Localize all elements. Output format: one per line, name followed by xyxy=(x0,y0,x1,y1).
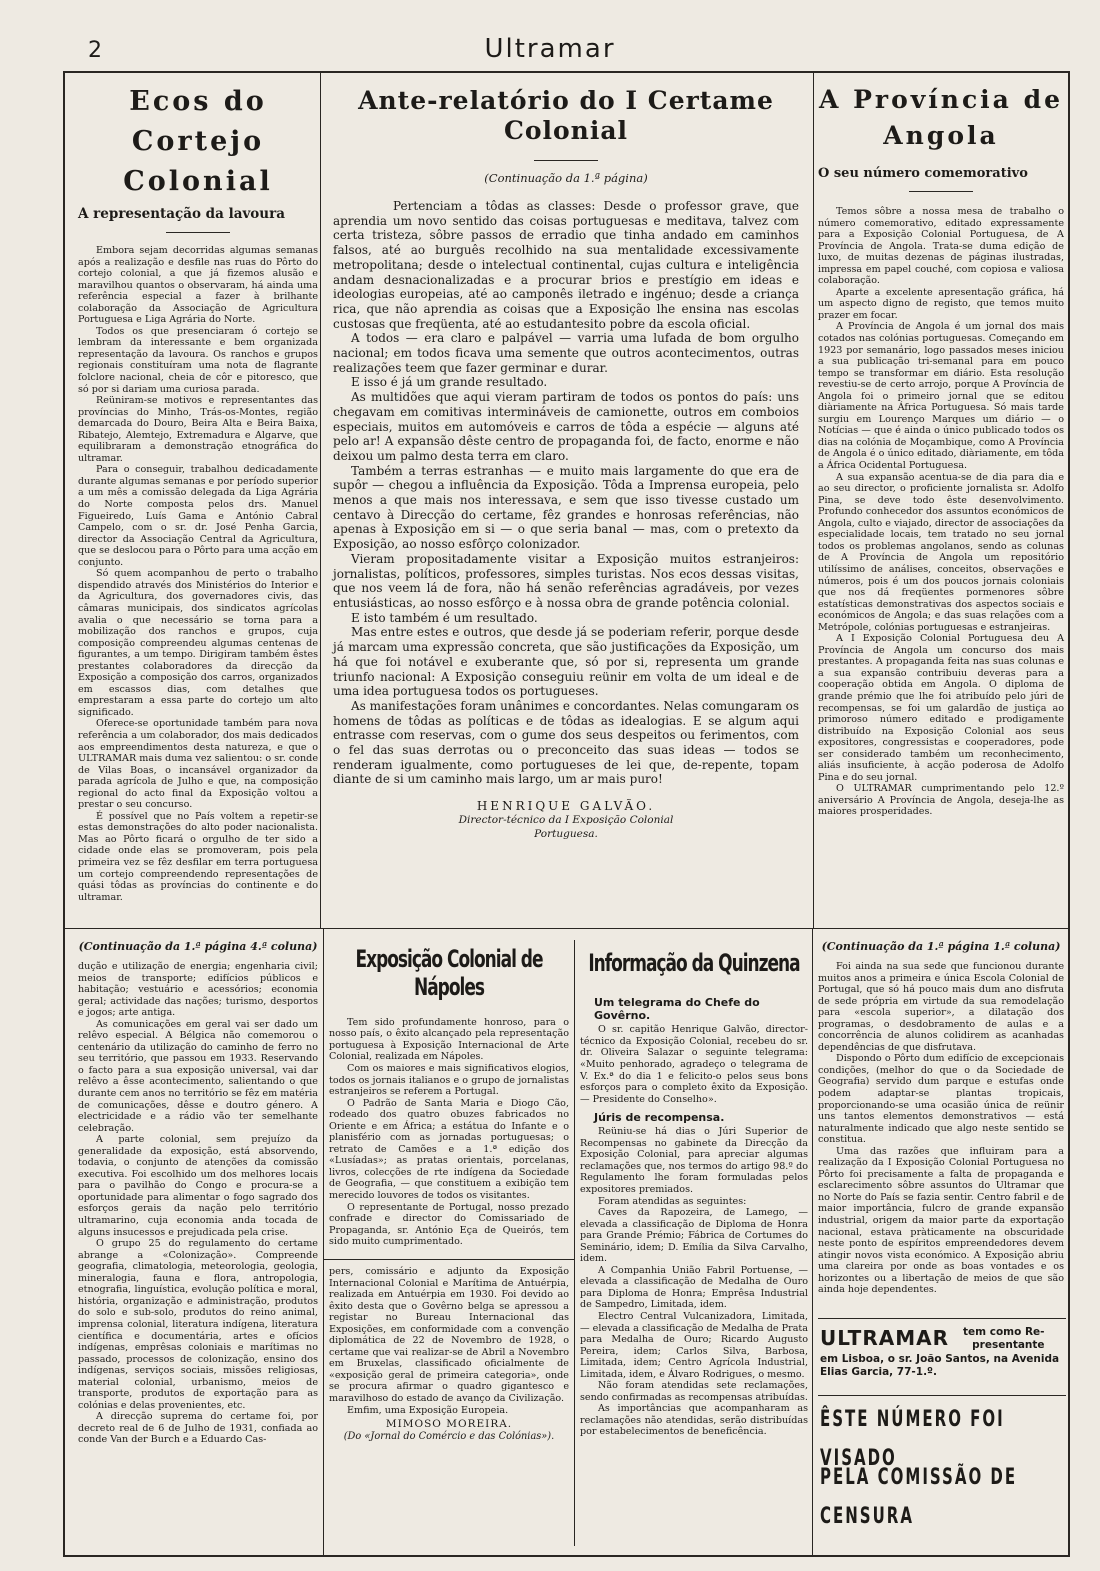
column-divider xyxy=(813,73,814,928)
paragraph: O sr. capitão Henrique Galvão, director-técnico da Exposição Colonial, recebeu do sr. dr. Oliveira Salazar o seguinte telegrama: «Muito penhorado, agradeço o telegrama de V. Ex.ª do dia 1 e felicito-o pelos seus bons esforços para o completo êxito da Exposição. — Presidente do Conselho». xyxy=(580,1024,808,1105)
continuation-left xyxy=(78,934,318,1554)
quinzena-sub2: Júris de recompensa. xyxy=(594,1111,725,1125)
angola-subtitle: O seu número comemorativo xyxy=(818,166,1028,181)
ante-signature-role: Director-técnico da I Exposição Colonial Portuguesa. xyxy=(458,814,674,841)
page-number: 2 xyxy=(88,38,102,63)
paragraph: A parte colonial, sem prejuízo da generalidade da exposição, está absorvendo, todavia, o conjunto de atenções da comissão executiva. Foi escolhido um dos melhores locais para o pavilhão do Congo e procura-se a oportunidade para alimentar o fogo sagrado dos esforços gerais da nação pelo território ultramarino, cuja economia anda tocada de alguns insucessos e prejudicada pela crise. xyxy=(78,1134,318,1238)
continuation-left-body xyxy=(78,961,318,1446)
paragraph: O representante de Portugal, nosso prezado confrade e director do Comissariado de Propaganda, sr. António Eça de Queirós, tem sido muito cumprimentado. xyxy=(329,1201,569,1248)
ad-text-line1: tem como Re- xyxy=(962,1326,1045,1338)
quinzena-sub1: Um telegrama do Chefe do Govêrno. xyxy=(594,996,760,1023)
paragraph: Só quem acompanhou de perto o trabalho dispendido através dos Ministérios do Interior e da Agricultura, dos governadores civis, das câmaras municipais, dos sindicatos agrícolas avalia o que necessário se torna para a mobilização dos ranchos e grupos, cuja composição compreendeu algumas centenas de figurantes, a um tempo. Dirigiram também êstes prestantes colaboradores da direcção da Exposição a composição dos carros, organizados em escassos dias, com detalhes que emprestaram a essa parte do cortejo um alto significado. xyxy=(78,568,318,718)
antuerpia-continuation xyxy=(329,1266,569,1554)
censorship-line-2-text: PELA COMISSÃO DE CENSURA xyxy=(820,1463,1018,1529)
section-divider xyxy=(818,1395,1066,1396)
paragraph: Emfim, uma Exposição Europeia. xyxy=(347,1404,509,1416)
censorship-line-1-text: ÊSTE NÚMERO FOI VISADO xyxy=(820,1405,1005,1471)
representative-ad xyxy=(820,1326,1064,1390)
paragraph: pers, comissário e adjunto da Exposição Internacional Colonial e Marítima de Antuérpia, realizada em Antuérpia em 1930. Foi devido ao êxito desta que o Govêrno belga se apressou a registar no Bureau Internacional das Exposições, em conformidade com a convenção diplomática de 22 de Novembro de 1928, o certame que vai realizar-se de Abril a Novembro em Bruxelas, classificado oficialmente de «exposição geral de primeira categoria», onde se procura afirmar o quadro gigantesco e maravilhoso do estado de avanço da Civilização. xyxy=(329,1266,569,1405)
paragraph: Foi ainda na sua sede que funcionou durante muitos anos a primeira e única Escola Colonial de Portugal, que só há pouco mais dum ano disfruta de sede própria em virtude da sua remodelação para «escola superior», a dilatação dos programas, o desdobramento de aulas e a concorrência de alunos colidirem as acanhadas dependências de que disfrutava. xyxy=(818,961,1064,1053)
paragraph: E isto também é um resultado. xyxy=(351,610,538,625)
paragraph: As multidões que aqui vieram partiram de todos os pontos do país: uns chegavam em comitivas intermináveis de camionette, outros em comboios especiais, muitos em automóveis e carros de tôda a espécie — alguns até pelo ar! A expansão dêste centro de propaganda foi, de facto, enorme e não deixou um palmo desta terra em claro. xyxy=(333,390,799,463)
ante-article xyxy=(333,82,799,925)
continuation-left-heading: (Continuação da 1.ª página 4.ª coluna) xyxy=(78,940,318,953)
section-divider xyxy=(818,1318,1066,1319)
paragraph: Mas entre estes e outros, que desde já se poderiam referir, porque desde já marcam uma expressão concreta, que são justificações da Exposição, um há que foi notável e exuberante que, só por si, representa um grande triunfo nacional: A Exposição conseguiu reünir em volta de um ideal e de uma idea portuguesa todos os portugueses. xyxy=(333,625,799,699)
quinzena-title-text: Informação da Quinzena xyxy=(588,949,800,978)
paragraph: Aparte a excelente apresentação gráfica, há um aspecto digno de registo, que temos muito prazer em focar. xyxy=(818,286,1064,321)
ante-signature: HENRIQUE GALVÃO. xyxy=(476,799,656,814)
paragraph: Vieram propositadamente visitar a Exposição muitos estranjeiros: jornalistas, políticos, professores, simples turistas. Nos ecos dessas visitas, que nos veem lá de fora, não há senão referências agradáveis, por vezes entusiásticas, ao nosso esfôrço e à nossa obra de grande potência colonial. xyxy=(333,551,799,610)
paragraph: O Padrão de Santa Maria e Diogo Cão, rodeado dos quatro obuzes fabricados no Oriente e em África; a estátua do Infante e o planisfério com as jornadas portuguesas; o retrato de Camões e a 1.ª edição dos «Lusíadas»; as pratas orientais, porcelanas, livros, colecções de rte indígena da Sociedade de Geografia, — que constituem a exibição tem merecido louvores de todos os visitantes. xyxy=(329,1097,569,1201)
paragraph: Todos os que presenciaram ó cortejo se lembram da interessante e bem organizada representação da lavoura. Os ranchos e grupos regionais constituíram uma nota de flagrante folclore nacional, cheia de côr e pitoresco, que só por si dariam uma curiosa parada. xyxy=(78,325,318,395)
section-divider xyxy=(64,928,1069,929)
paragraph: A Província de Angola é um jornal dos mais cotados nas colónias portuguesas. Começando em 1923 por semanário, logo passados meses iniciou a sua publicação tri-semanal para em pouco tempo se transformar em diário. Esta resolução revestiu-se de certo arrojo, porque A Província de Angola foi o primeiro jornal que se editou diàriamente na África Portuguesa. Só mais tarde surgiu em Lourenço Marques um diário — o Notícias — que é ainda o único publicado todos os dias na colónia de Moçambique, como A Província de Angola é o único editado, diàriamente, em tôda a África Ocidental Portuguesa. xyxy=(818,321,1064,472)
ad-text-bottom: em Lisboa, o sr. João Santos, na Avenida Elias Garcia, 77-1.º. xyxy=(820,1353,1060,1378)
napoles-signature-source: (Do «Jornal do Comércio e das Colónias»). xyxy=(343,1431,555,1443)
paragraph: Com os maiores e mais significativos elogios, todos os jornais italianos e o grupo de jornalistas estranjeiros se referem a Portugal. xyxy=(329,1062,569,1098)
napoles-signature: MIMOSO MOREIRA. xyxy=(385,1418,513,1431)
angola-body xyxy=(818,206,1064,818)
paragraph: O ULTRAMAR cumprimentando pelo 12.º aniversário A Província de Angola, deseja-lhe as maiores prosperidades. xyxy=(818,783,1064,818)
paragraph: As manifestações foram unânimes e concordantes. Nelas comungaram os homens de tôdas as políticas e de tôdas as idealogias. E se algum aqui entrasse com reservas, com o gume dos seus despeitos ou ferimentos, com o fel das suas derrotas ou o preconceito das suas ideas — todos se renderam igualmente, como portugueses de lei que, de-repente, topam diante de si um caminho mais largo, um ar mais puro! xyxy=(333,698,800,787)
paragraph: Uma das razões que influiram para a realização da I Exposição Colonial Portuguesa no Pôrto foi precisamente a falta de propaganda e esclarecimento sôbre assuntos do Ultramar que no Norte do País se fazia sentir. Centro fabril e de maior importância, fulcro de grande expansão industrial, origem da maior parte da exportação nacional, estava pràticamente na obscuridade neste ponto de espíritos empreendedores devem atingir novos vista económico. A Exposição abriu uma clareira por onde as boas vontades e os horizontes ou a libertação de meios de que são ainda hoje dependentes. xyxy=(818,1145,1064,1296)
paragraph: Para o conseguir, trabalhou dedicadamente durante algumas semanas e por período superior a um mês a comissão delegada da Liga Agrária do Norte composta pelos drs. Manuel Figueiredo, Luís Gama e António Cabral Campelo, com o sr. dr. José Penha Garcia, director da Associação Central da Agricultura, que se deslocou para o Pôrto para uma acção em conjunto. xyxy=(78,464,319,568)
paragraph: Temos sôbre a nossa mesa de trabalho o número comemorativo, editado expressamente para a Exposição Colonial Portuguesa, de A Província de Angola. Trata-se duma edição de luxo, de muitas dezenas de páginas ilustradas, impressa em papel couché, com copiosa e valiosa colaboração. xyxy=(818,206,1064,287)
paragraph: Pertenciam a tôdas as classes: Desde o professor grave, que aprendia um novo sentido das coisas portuguesas e meditava, talvez com certa tristeza, sôbre passos de erradio que tinha andado em caminhos falsos, até ao burguês recolhido na sua mentalidade excessivamente metropolitana; desde o intelectual continental, cujas cultura e inteligência andam desnacionalizadas e a procurar brios e prestígio em ideas e ideologias europeias, até ao camponês iletrado e ingénuo; desde a criança rica, que não aprendia as coisas que a Exposição lhe ensina nas escolas custosas que freqüenta, até ao estudantesito pobre da escola oficial. xyxy=(333,199,799,331)
paragraph: A direcção suprema do certame foi, por decreto real de 6 de Julho de 1931, confiada ao conde Van der Burch e a Eduardo Cas- xyxy=(78,1411,318,1446)
paragraph: A todos — era claro e palpável — varria uma lufada de bom orgulho nacional; em todos ficava uma semente que outros acontecimentos, outras realizações teem que fazer germinar e durar. xyxy=(333,331,799,375)
paragraph: Dispondo o Pôrto dum edifício de excepcionais condições, (melhor do que o da Sociedade de Geografia) servido dum parque e estufas onde podem adaptar-se plantas tropicais, proporcionando-se uma ocasião única de reünir uns tantos elementos demonstrativos — está naturalmente indicado que algo neste sentido se constitua. xyxy=(818,1053,1064,1146)
napoles-title xyxy=(329,945,569,1003)
ad-top-row xyxy=(820,1326,1064,1352)
paragraph: Oferece-se oportunidade também para nova referência a um colaborador, dos mais dedicados aos empreendimentos desta natureza, e que o ULTRAMAR mais duma vez salientou: o sr. conde de Vilas Boas, o incansável organizador da parada agrícola de Julho e que, na composição regional do acto final da Exposição voltou a prestar o seu concurso. xyxy=(78,718,318,811)
ad-brand: ULTRAMAR xyxy=(820,1326,949,1350)
continuation-right-heading: (Continuação da 1.ª página 1.ª coluna) xyxy=(821,940,1061,953)
angola-article xyxy=(818,82,1064,925)
censorship-notice xyxy=(820,1404,1064,1529)
napoles-article xyxy=(329,940,569,1258)
paragraph: O grupo 25 do regulamento do certame abrange a «Colonização». Compreende geografia, climatologia, meteorologia, geologia, mineralogia, fauna e flora, antropologia, etnografia, linguística, evolução política e moral, história, organização e administração, produtos do solo e sub-solo, produtos do reino animal, imprensa colonial, literatura indígena, literatura científica e documentária, artes e ofícios indígenas, emprêsas coloniais e marítimas no passado, processos de colonização, ensino dos indígenas, serviços sociais, missões religiosas, material colonial, urbanismo, meios de transporte, produtos de exportação para as colónias e delas provenientes, etc. xyxy=(78,1238,318,1411)
column-divider xyxy=(812,929,813,1556)
column-divider xyxy=(323,929,324,1556)
ad-text-line2: presentante xyxy=(972,1339,1045,1351)
title-rule xyxy=(166,232,230,233)
paragraph: As importâncias que acompanharam as reclamações não atendidas, serão distribuídas por estabelecimentos de beneficência. xyxy=(580,1403,808,1438)
paragraph: dução e utilização de energia; engenharia civil; meios de transporte; edifícios públicos e habitação; vestuário e acessórios; economia geral; actividade das nações; turismo, desportos e jogos; arte antiga. xyxy=(78,961,318,1019)
napoles-title-text: Exposição Colonial de Nápoles xyxy=(355,945,543,1003)
ecos-subtitle: A representação da lavoura xyxy=(78,206,285,222)
paragraph: A Companhia União Fabril Portuense, — elevada a classificação de Medalha de Ouro para Diploma de Honra; Emprêsa Industrial de Sampedro, Limitada, idem. xyxy=(580,1264,808,1311)
paragraph: Tem sido profundamente honroso, para o nosso país, o êxito alcançado pela representação portuguesa à Exposição Internacional de Arte Colonial, realizada em Nápoles. xyxy=(329,1016,569,1063)
continuation-right xyxy=(818,934,1064,1316)
paragraph: As comunicações em geral vai ser dado um relêvo especial. A Bélgica não comemorou o centenário da utilização do caminho de ferro no seu território, que passou em 1933. Reservando o facto para a sua exposição universal, vai dar relêvo a êsse acontecimento, salientando o que durante cem anos no território se fêz em matéria de comunicações, dêsse e doutro género. A electricidade e a rádio vão ter semelhante celebração. xyxy=(78,1018,318,1134)
ante-title: Ante-relatório do I Certame Colonial xyxy=(358,86,774,145)
censorship-line-2 xyxy=(820,1463,1064,1529)
paragraph: Embora sejam decorridas algumas semanas após a realização e desfile nas ruas do Pôrto do cortejo colonial, a que já fizemos alusão e maravilhou quantos o observaram, há ainda uma referência especial a fazer à brilhante colaboração da Associação de Agricultura Portuguesa e Liga Agrária do Norte. xyxy=(78,245,318,326)
quinzena-article xyxy=(580,940,808,1554)
ecos-article xyxy=(78,82,318,925)
masthead-title: Ultramar xyxy=(484,34,616,64)
column-divider xyxy=(574,940,575,1546)
paragraph: Reüniu-se há dias o Júri Superior de Recompensas no gabinete da Direcção da Exposição Colonial, para apreciar algumas reclamações que, nos termos do artigo 98.º do Regulamento lhe foram formuladas pelos expositores premiados. xyxy=(580,1126,808,1195)
paragraph: A sua expansão acentua-se de dia para dia e ao seu director, o proficiente jornalista sr. Adolfo Pina, se deve todo êste desenvolvimento. Profundo conhecedor dos assuntos económicos de Angola, culto e viajado, director de associações da especialidade locais, tem tratado no seu jornal todos os problemas angolanos, sendo as colunas de A Província de Angola um repositório utilíssimo de análises, conceitos, observações e números, pois é um dos poucos jornais coloniais que nos dá freqüentes pormenores sôbre estatísticas demonstrativas dos aspectos sociais e económicos de Angola; e das suas relações com a Metrópole, colónias portuguesas e estranjeiras. xyxy=(818,471,1065,633)
paragraph: É possível que no País voltem a repetir-se estas demonstrações do alto poder nacionalista. Mas ao Pôrto ficará o orgulho de ter sido a cidade onde elas se promoveram, pois pela primeira vez se fêz desfilar em terra portuguesa um cortejo compreendendo representações de quási tôdas as províncias do continente e do ultramar. xyxy=(78,810,318,903)
paragraph: Reüniram-se motivos e representantes das províncias do Minho, Trás-os-Montes, região demarcada do Douro, Beira Alta e Beira Baixa, Ribatejo, Alemtejo, Extremadura e Algarve, que equilibraram a demonstração etnográfica do ultramar. xyxy=(78,395,318,464)
title-rule xyxy=(909,191,973,192)
ecos-title: Ecos do Cortejo Colonial xyxy=(123,86,273,197)
ecos-body xyxy=(78,245,318,903)
angola-title: A Província de Angola xyxy=(819,85,1063,150)
paragraph: Electro Central Vulcanizadora, Limitada, — elevada a classificação de Medalha de Prata para Medalha de Ouro; Ricardo Augusto Pereira, idem; Carlos Silva, Barbosa, Limitada, idem; Centro Agrícola Industrial, Limitada, idem, e Álvaro Rodrigues, o mesmo. xyxy=(580,1310,808,1380)
paragraph: Caves da Rapozeira, de Lamego, — elevada a classificação de Diploma de Honra para Grande Prémio; Fábrica de Cortumes do Seminário, idem; D. Emília da Silva Carvalho, idem. xyxy=(580,1207,808,1265)
paragraph: E isso é já um grande resultado. xyxy=(351,375,548,390)
title-rule xyxy=(534,160,598,161)
ad-text-top xyxy=(963,1326,1045,1352)
column-divider xyxy=(320,73,321,928)
napoles-body xyxy=(329,1017,569,1248)
section-divider xyxy=(324,1259,574,1260)
ante-continuation: (Continuação da 1.ª página) xyxy=(484,171,648,185)
paragraph: Também a terras estranhas — e muito mais largamente do que era de supôr — chegou a influência da Exposição. Tôda a Imprensa europeia, pelo menos a que mais nos interessava, e sem que isso tivesse custado um centavo à Direcção do certame, fêz grandes e honrosas referências, não apenas à Exposição em si — o que seria banal — mas, com o pretexto da Exposição, ao nosso esfôrço colonizador. xyxy=(333,463,799,552)
paragraph: Não foram atendidas sete reclamações, sendo confirmadas as recompensas atribuídas. xyxy=(580,1380,808,1403)
paragraph: Foram atendidas as seguintes: xyxy=(598,1195,747,1207)
continuation-right-body xyxy=(818,961,1064,1296)
quinzena-title xyxy=(580,949,808,978)
ante-body xyxy=(333,199,799,787)
paragraph: A I Exposição Colonial Portuguesa deu A Província de Angola um concurso dos mais prestantes. A propaganda feita nas suas colunas e a sua expansão contribuiu deveras para a cooperação obtida em Angola. O diploma de grande prémio que lhe foi atribuído pelo júri de recompensas, se foi um galardão de justiça ao primoroso número editado e prodigamente distribuído na Exposição Colonial aos seus expositores, congressistas e cooperadores, pode ser considerado também um reconhecimento, aliás insuficiente, à acção poderosa de Adolfo Pina e do seu jornal. xyxy=(818,633,1064,783)
